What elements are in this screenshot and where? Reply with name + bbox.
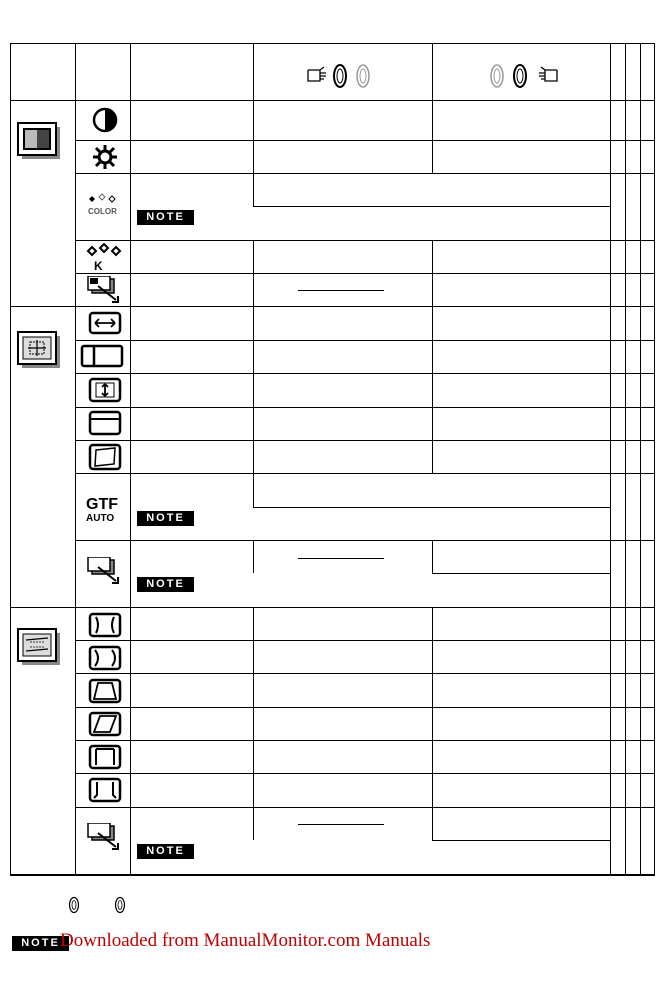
brightness-icon bbox=[91, 143, 119, 171]
footer-download-link[interactable]: Downloaded from ManualMonitor.com Manuals bbox=[60, 930, 431, 951]
v-size-icon bbox=[88, 377, 122, 403]
trapezoid-icon bbox=[88, 678, 122, 704]
note-badge: NOTE bbox=[137, 844, 194, 859]
gtf-auto-icon bbox=[84, 494, 124, 524]
parallelogram-icon bbox=[88, 711, 122, 737]
rotation-icon bbox=[88, 443, 122, 471]
adjust-button-icon bbox=[114, 896, 126, 914]
top-corner-icon bbox=[88, 744, 122, 770]
geometry-group-icon bbox=[16, 627, 62, 669]
picture-group-icon bbox=[16, 121, 62, 163]
position-group-icon bbox=[16, 330, 62, 372]
h-size-icon bbox=[88, 311, 122, 335]
color-temperature-icon bbox=[86, 243, 122, 273]
bottom-corner-icon bbox=[88, 777, 122, 803]
pin-balance-icon bbox=[88, 645, 122, 671]
recall-icon bbox=[86, 823, 120, 851]
recall-icon bbox=[86, 276, 120, 304]
svg-text:AUTO: AUTO bbox=[86, 513, 115, 524]
adjust-button-icon[interactable] bbox=[513, 63, 527, 89]
h-position-icon bbox=[80, 344, 124, 368]
note-badge: NOTE bbox=[12, 936, 69, 951]
svg-text:K: K bbox=[94, 259, 103, 273]
contrast-icon bbox=[92, 106, 118, 134]
svg-text:COLOR: COLOR bbox=[88, 207, 117, 216]
note-badge: NOTE bbox=[137, 210, 194, 225]
recall-icon bbox=[86, 557, 120, 585]
color-icon bbox=[86, 193, 122, 217]
note-badge: NOTE bbox=[137, 511, 194, 526]
pincushion-icon bbox=[88, 612, 122, 638]
v-position-icon bbox=[88, 410, 122, 436]
finger-left-icon bbox=[533, 64, 559, 86]
adjust-button-icon[interactable] bbox=[333, 63, 347, 89]
finger-right-icon bbox=[306, 64, 332, 86]
adjust-button-icon bbox=[68, 896, 80, 914]
adjust-button-icon[interactable] bbox=[356, 63, 370, 89]
svg-text:GTF: GTF bbox=[86, 496, 118, 513]
adjust-button-icon[interactable] bbox=[490, 63, 504, 89]
note-badge: NOTE bbox=[137, 577, 194, 592]
